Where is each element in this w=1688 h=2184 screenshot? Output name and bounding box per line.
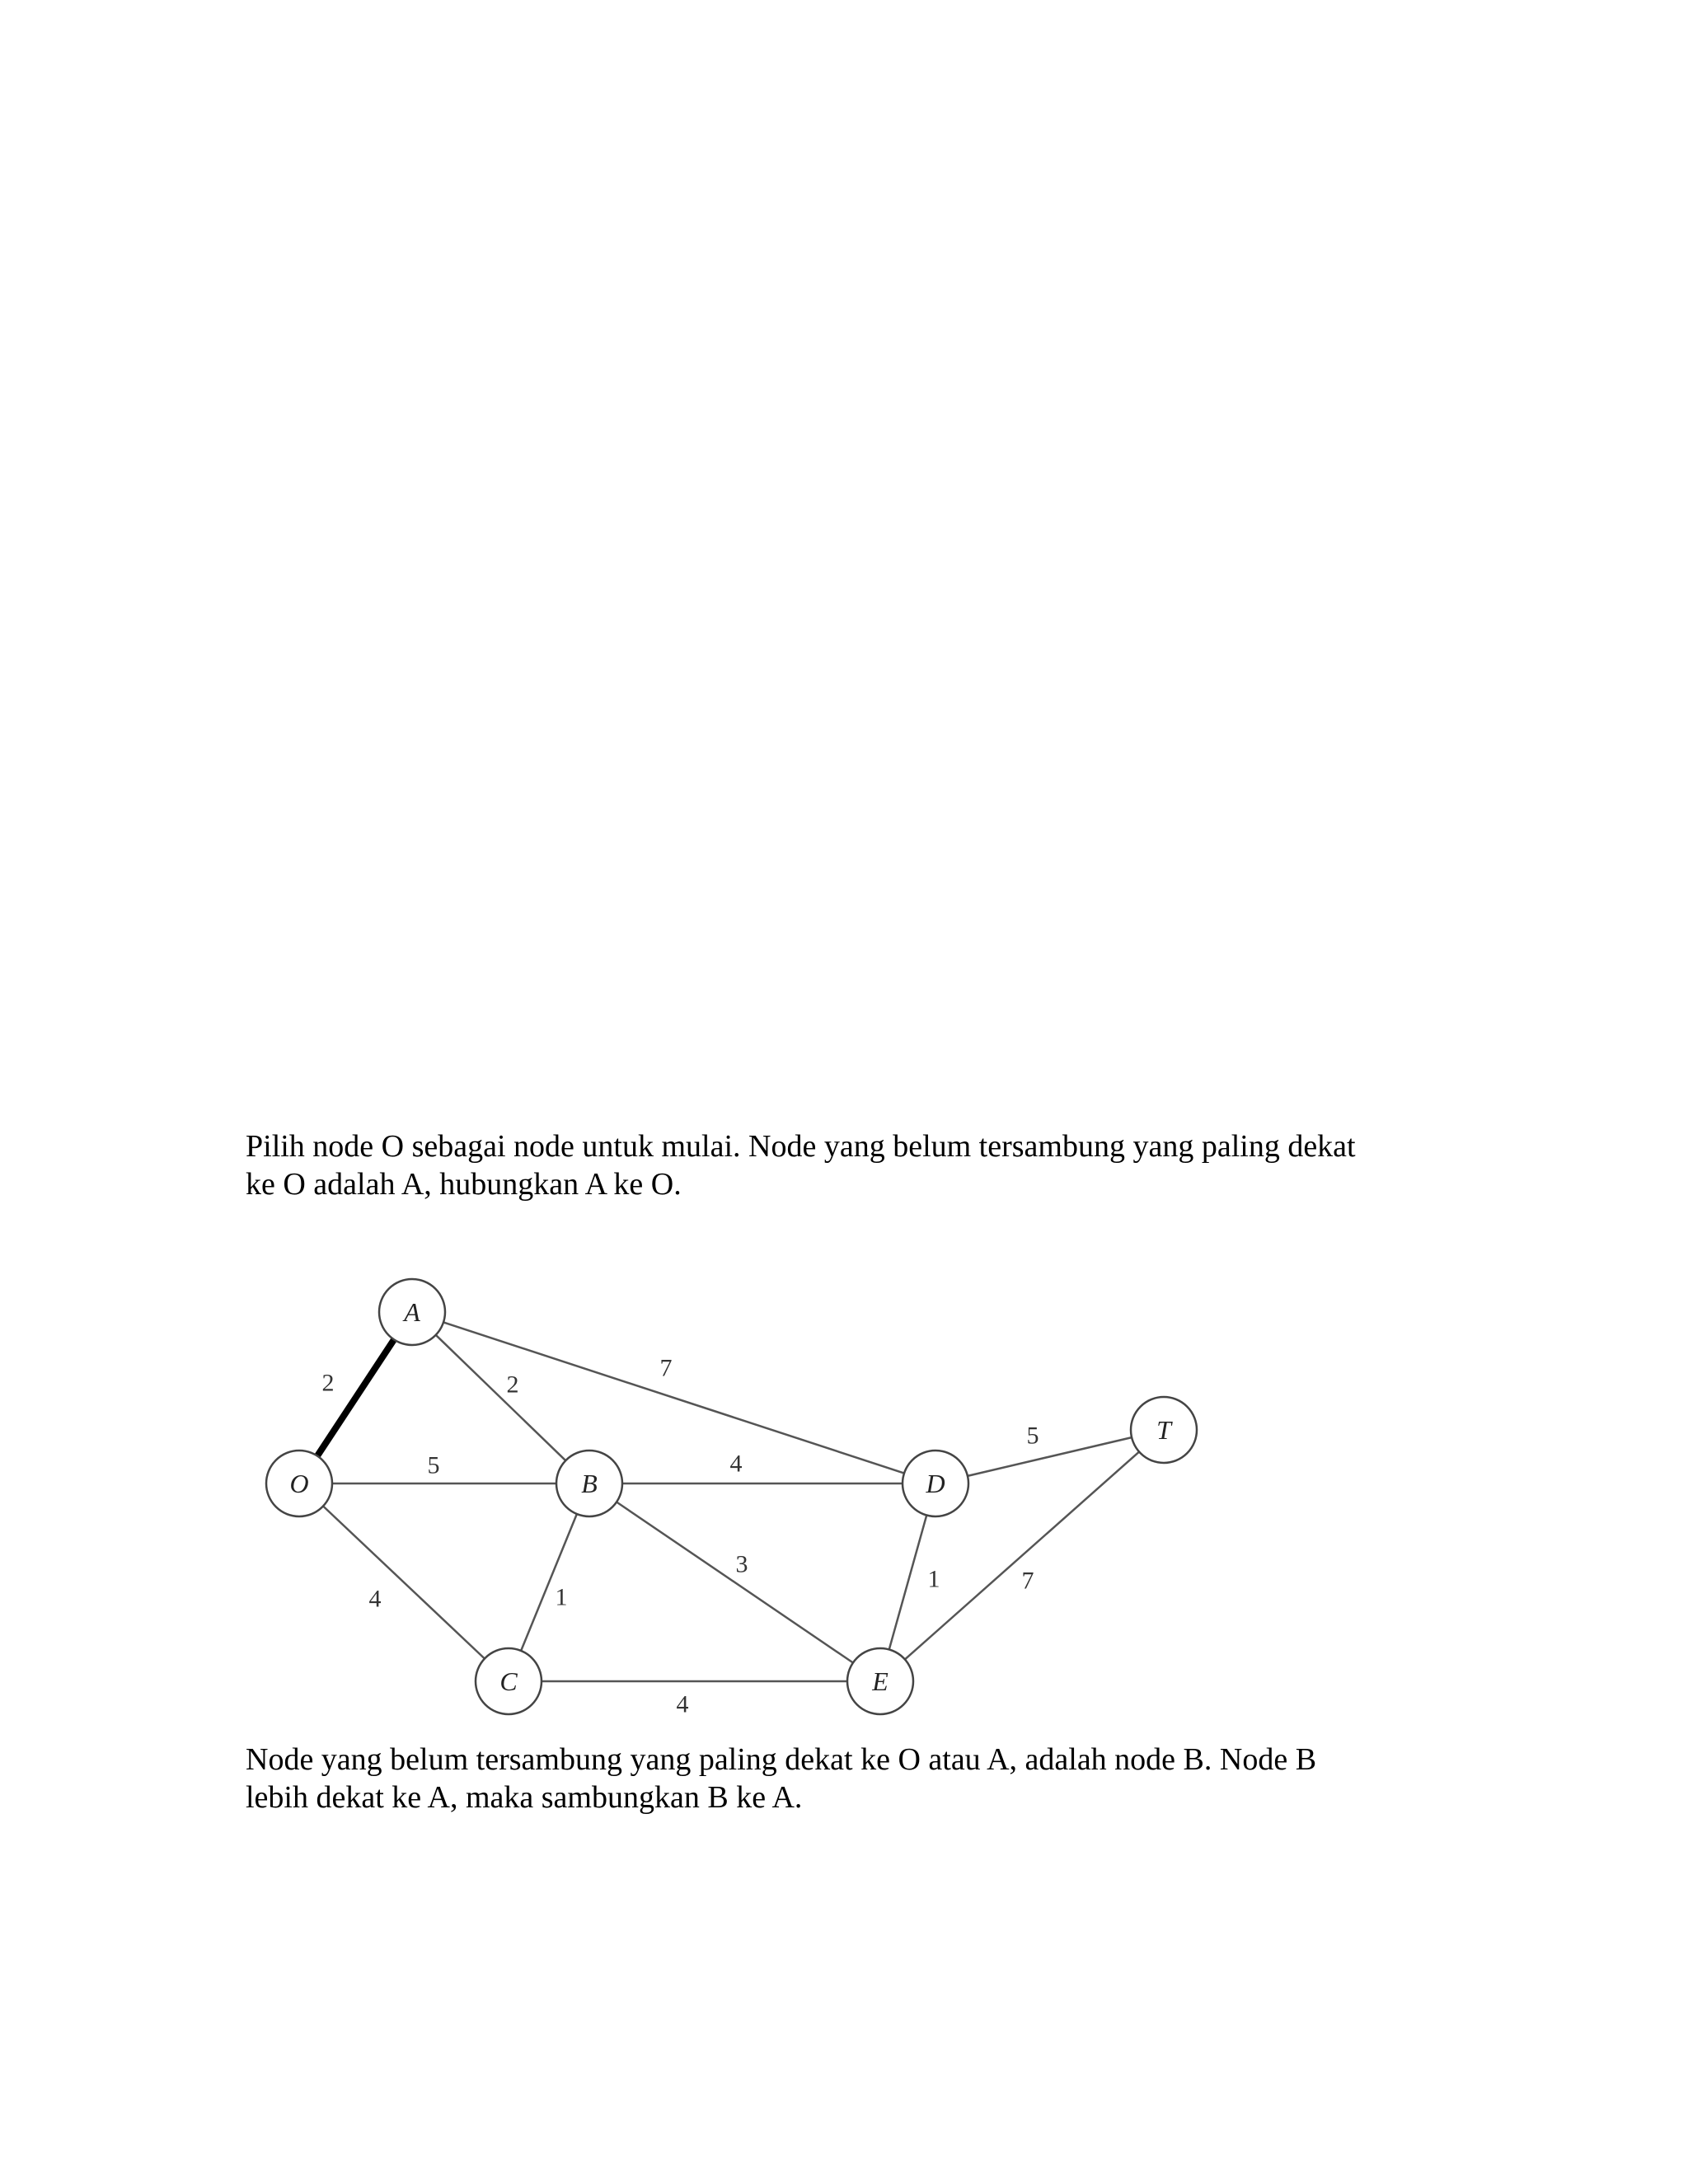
edge-weight-b-e: 3 bbox=[735, 1550, 748, 1578]
intro-line-2: ke O adalah A, hubungkan A ke O. bbox=[246, 1167, 682, 1202]
node-t bbox=[1131, 1397, 1197, 1463]
edge-d-e bbox=[889, 1516, 926, 1650]
node-c bbox=[476, 1648, 542, 1714]
node-label-o: O bbox=[289, 1469, 309, 1498]
node-e bbox=[847, 1648, 913, 1714]
node-label-b: B bbox=[581, 1469, 598, 1498]
edge-d-t bbox=[968, 1437, 1132, 1476]
edge-o-a bbox=[317, 1339, 394, 1455]
edge-a-b bbox=[436, 1335, 566, 1460]
edge-weight-a-b: 2 bbox=[506, 1371, 519, 1399]
explanation-paragraph bbox=[246, 1741, 1449, 1816]
edge-weight-b-d: 4 bbox=[729, 1450, 743, 1478]
edge-weight-d-t: 5 bbox=[1026, 1422, 1039, 1450]
edge-b-c bbox=[521, 1514, 577, 1651]
explanation-line-2: lebih dekat ke A, maka sambungkan B ke A. bbox=[246, 1780, 803, 1815]
node-b bbox=[556, 1451, 622, 1516]
edge-weight-c-e: 4 bbox=[676, 1690, 689, 1718]
edge-o-c bbox=[323, 1506, 485, 1658]
edge-weight-b-c: 1 bbox=[555, 1583, 568, 1611]
edge-weight-a-d: 7 bbox=[659, 1354, 673, 1382]
edge-weight-d-e: 1 bbox=[927, 1565, 940, 1593]
intro-line-1: Pilih node O sebagai node untuk mulai. Node yang belum tersambung yang paling dekat bbox=[246, 1129, 1356, 1164]
edge-weight-e-t: 7 bbox=[1021, 1567, 1034, 1595]
node-o bbox=[266, 1451, 332, 1516]
edge-b-e bbox=[617, 1502, 853, 1662]
edges-layer bbox=[317, 1322, 1139, 1681]
edge-weight-o-c: 4 bbox=[368, 1585, 382, 1613]
edge-weight-o-b: 5 bbox=[427, 1451, 440, 1479]
node-label-c: C bbox=[499, 1666, 518, 1696]
node-label-d: D bbox=[926, 1469, 945, 1498]
edge-weight-o-a: 2 bbox=[321, 1369, 335, 1397]
nodes-layer bbox=[266, 1279, 1197, 1714]
edge-weights-layer bbox=[322, 1355, 1039, 1718]
node-label-t: T bbox=[1156, 1415, 1171, 1445]
node-a bbox=[379, 1279, 445, 1345]
node-label-a: A bbox=[404, 1297, 420, 1327]
node-label-e: E bbox=[872, 1666, 889, 1696]
explanation-line-1: Node yang belum tersambung yang paling dekat ke O atau A, adalah node B. Node B bbox=[246, 1742, 1317, 1777]
node-d bbox=[903, 1451, 968, 1516]
